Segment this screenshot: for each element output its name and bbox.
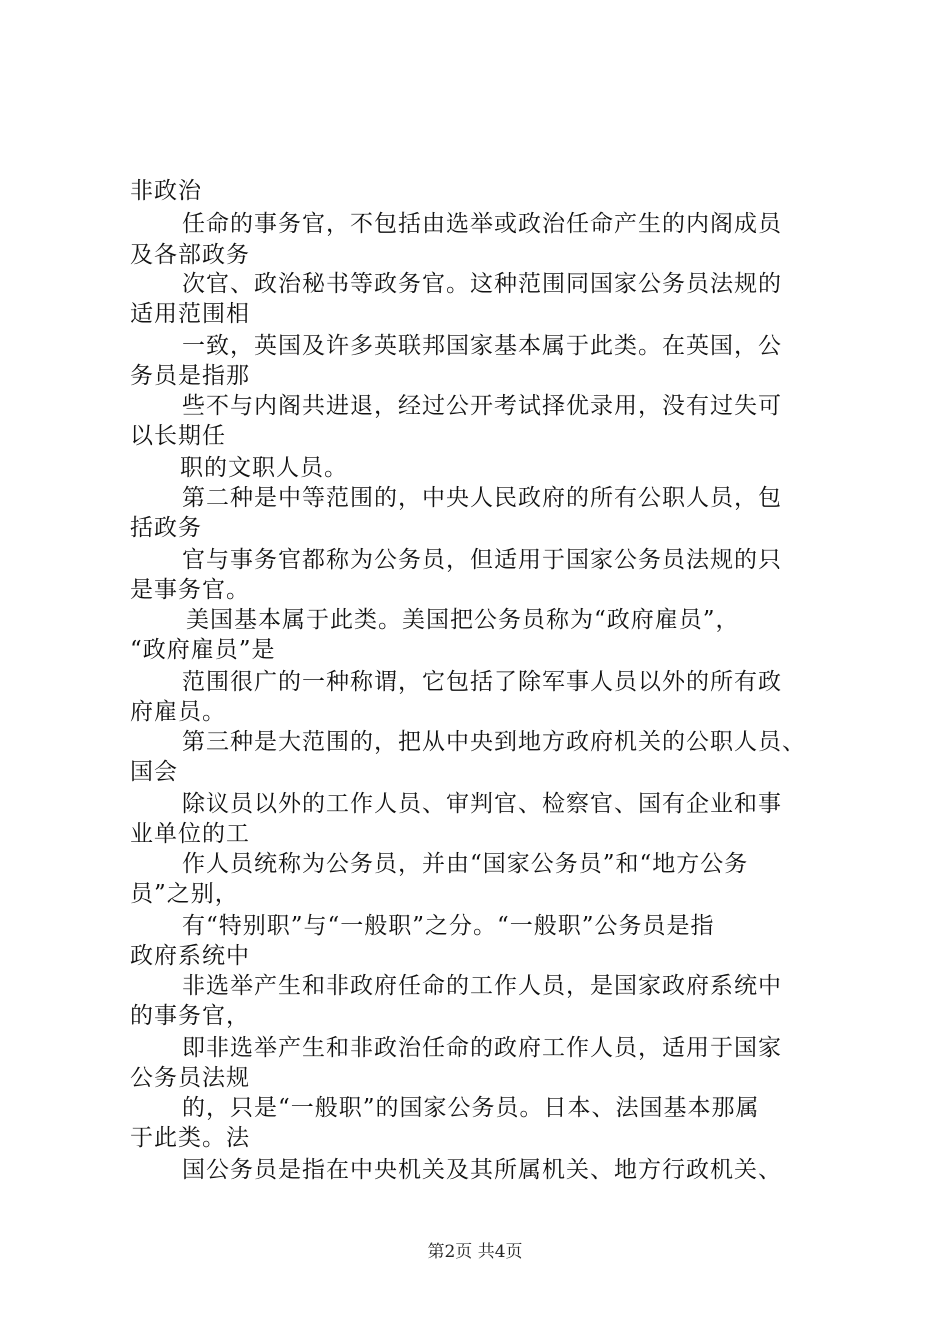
text-line: 于此类。法 [130, 1125, 250, 1151]
text-line: 官与事务官都称为公务员，但适用于国家公务员法规的只 [182, 547, 782, 573]
text-line: 美国基本属于此类。美国把公务员称为“政府雇员”， [186, 607, 740, 633]
text-line: 任命的事务官，不包括由选举或政治任命产生的内阁成员 [182, 211, 782, 237]
text-line: 第二种是中等范围的，中央人民政府的所有公职人员，包 [182, 485, 782, 511]
text-line: 次官、政治秘书等政务官。这种范围同国家公务员法规的 [182, 271, 782, 297]
text-line: 非政治 [130, 178, 202, 204]
text-line: 有“特别职”与“一般职”之分。“一般职”公务员是指 [182, 913, 715, 939]
text-line: 除议员以外的工作人员、审判官、检察官、国有企业和事 [182, 791, 782, 817]
text-line: 适用范围相 [130, 301, 250, 327]
text-line: 以长期任 [130, 423, 226, 449]
text-line: 的事务官， [130, 1003, 250, 1029]
text-line: 的，只是“一般职”的国家公务员。日本、法国基本那属 [182, 1095, 760, 1121]
text-line: 务员是指那 [130, 363, 250, 389]
text-line: 第三种是大范围的，把从中央到地方政府机关的公职人员、 [182, 729, 806, 755]
text-line: 业单位的工 [130, 821, 250, 847]
text-line: 即非选举产生和非政治任命的政府工作人员，适用于国家 [182, 1035, 782, 1061]
text-line: 些不与内阁共进退，经过公开考试择优录用，没有过失可 [182, 393, 782, 419]
text-line: 括政务 [130, 515, 202, 541]
text-line: 公务员法规 [130, 1065, 250, 1091]
text-line: 国会 [130, 759, 178, 785]
text-line: 职的文职人员。 [180, 455, 348, 481]
text-line: 非选举产生和非政府任命的工作人员，是国家政府系统中 [182, 973, 782, 999]
text-line: “政府雇员”是 [130, 637, 276, 663]
text-line: 府雇员。 [130, 699, 226, 725]
page-footer: 第2页 共4页 [427, 1242, 523, 1262]
text-line: 一致，英国及许多英联邦国家基本属于此类。在英国，公 [182, 333, 782, 359]
text-line: 国公务员是指在中央机关及其所属机关、地方行政机关、 [182, 1157, 782, 1183]
text-line: 作人员统称为公务员，并由“国家公务员”和“地方公务 [182, 851, 749, 877]
text-line: 及各部政务 [130, 242, 250, 268]
text-line: 是事务官。 [130, 577, 250, 603]
text-line: 范围很广的一种称谓，它包括了除军事人员以外的所有政 [182, 669, 782, 695]
text-line: 政府系统中 [130, 943, 250, 969]
text-line: 员”之别， [130, 881, 239, 907]
